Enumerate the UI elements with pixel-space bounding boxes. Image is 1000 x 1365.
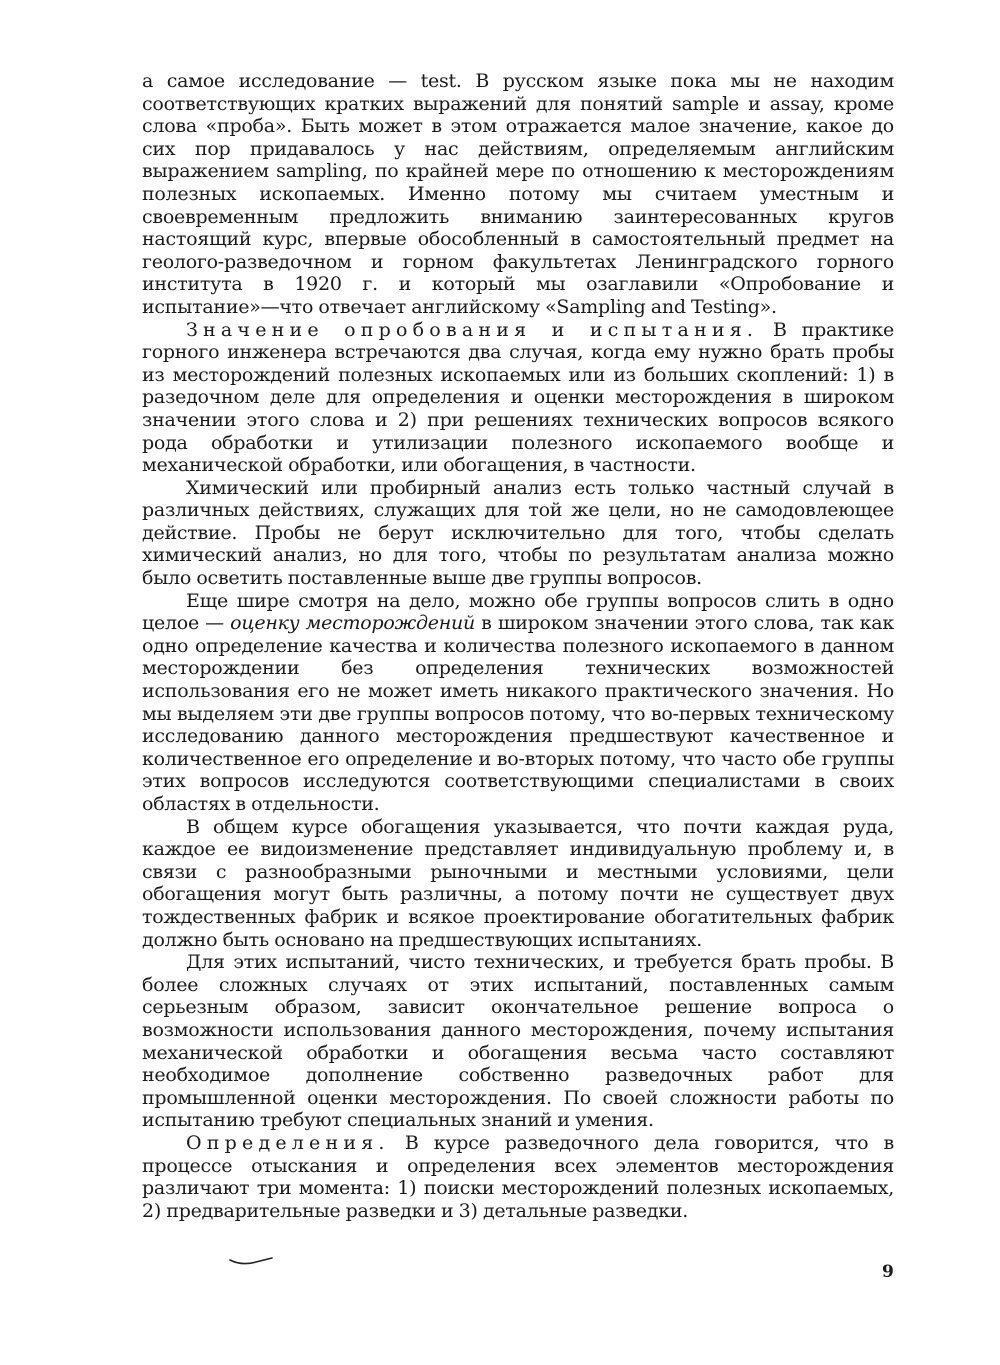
italic-term: оценку месторождений — [230, 612, 475, 635]
paragraph-deposit-evaluation-end: в широком значении этого слова, так как одно определение качества и количества полезного ископаемого в данном месторождении без определения технических возможностей использования его не может иметь никакого практического значения. Но мы выделяем эти две группы вопросов потому, что во-первых техническому исследованию данного месторождения предшествуют качественное и количественное его определение и во-вторых потому, что часто обе группы этих вопросов исследуются соответствующими специалистами в своих областях в отдельности. — [142, 612, 894, 815]
section-heading-significance: Значение опробования и испытания. — [186, 318, 759, 341]
paragraph-definitions-text: В курсе разведочного дела говорится, что в процессе отыскания и определения всех элементов месторождения различают три момента: 1) поиски месторождений полезных ископаемых, 2) предварительные разведки и 3) детальные разведки. — [142, 1131, 894, 1222]
paragraph-intro: а самое исследование — test. В русском языке пока мы не находим соответствующих кратких выражений для понятий sample и assay, кроме слова «проба». Быть может в этом отражается малое значение, какое до сих пор придавалось у нас действиям, определяемым английским выражением sampling, по крайней мере по отношению к месторождениям полезных ископаемых. Именно потому мы считаем уместным и своевременным предложить вниманию заинтересованных кругов настоящий курс, впервые обособленный в самостоятельный предмет на геолого-разведочном и горном факультетах Ленинградского горного института в 1920 г. и который мы озаглавили «Опробование и испытание»—что отвечает английскому «Sampling and Testing». — [142, 70, 894, 318]
section-heading-definitions: Определения. — [186, 1131, 390, 1154]
paragraph-beneficiation: В общем курсе обогащения указывается, что почти каждая руда, каждое ее видоизменение представляет индивидуальную проблему и, в связи с разнообразными рыночными и местными условиями, цели обогащения могут быть различны, а потому почти не существует двух тождественных фабрик и всякое проектирование обогатительных фабрик должно быть основано на предшествующих испытаниях. — [142, 815, 894, 951]
paragraph-definitions — [142, 1132, 894, 1222]
page-number: 9 — [882, 1262, 894, 1282]
paragraph-significance-text: В практике горного инженера встречаются два случая, когда ему нужно брать пробы из месторождений полезных ископаемых или из больших скоплений: 1) в разедочном деле для определения и оценки месторождения в широком значении этого слова и 2) при решениях технических вопросов всякого рода обработки и утилизации полезного ископаемого вообще и механической обработки, или обогащения, в частности. — [142, 318, 894, 477]
paragraph-deposit-evaluation-start: Еще шире смотря на дело, можно обе группы вопросов слить в одно целое — — [142, 589, 894, 635]
paragraph-testing: Для этих испытаний, чисто технических, и требуется брать пробы. В более сложных случаях от этих испытаний, поставленных самым серьезным образом, зависит окончательное решение вопроса о возможности использования данного месторождения, почему испытания механической обработки и обогащения весьма часто составляют необходимое дополнение собственно разведочных работ для промышленной оценки месторождения. По своей сложности работы по испытанию требуют специальных знаний и умения. — [142, 951, 894, 1132]
pencil-mark — [228, 1252, 274, 1268]
paragraph-chemical-analysis: Химический или пробирный анализ есть только частный случай в различных действиях, служащих для той же цели, но не самодовлеющее действие. Пробы не берут исключительно для того, чтобы сделать химический анализ, но для того, чтобы по результатам анализа можно было осветить поставленные выше две группы вопросов. — [142, 476, 894, 590]
page-body — [142, 70, 894, 1222]
paragraph-deposit-evaluation — [142, 590, 894, 816]
paragraph-significance — [142, 319, 894, 477]
